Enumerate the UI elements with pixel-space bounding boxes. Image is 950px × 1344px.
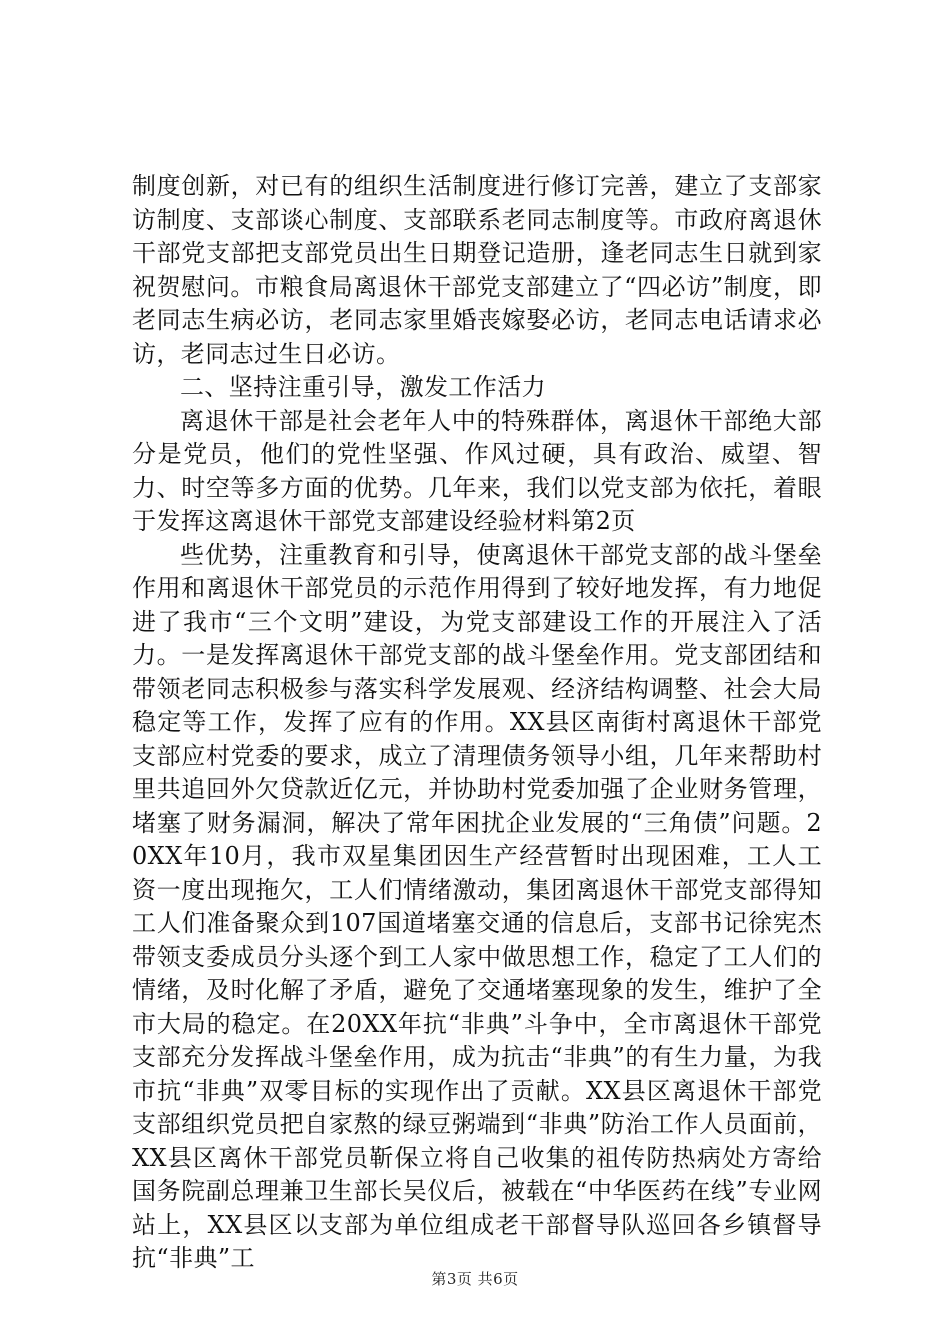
document-body xyxy=(132,170,822,1276)
section-heading: 二、坚持注重引导，激发工作活力 xyxy=(180,373,546,401)
paragraph-continuation: 制度创新，对已有的组织生活制度进行修订完善，建立了支部家访制度、支部谈心制度、支部联系老同志制度等。市政府离退休干部党支部把支部党员出生日期登记造册，逢老同志生日就到家祝贺慰问。市粮食局离退休干部党支部建立了“四必访”制度，即老同志生病必访，老同志家里婚丧嫁娶必访，老同志电话请求必访，老同志过生日必访。 xyxy=(132,172,822,368)
paragraph-intro: 离退休干部是社会老年人中的特殊群体，离退休干部绝大部分是党员，他们的党性坚强、作风过硬，具有政治、威望、智力、时空等多方面的优势。几年来，我们以党支部为依托，着眼于发挥这离退休干部党支部建设经验材料第2页 xyxy=(132,406,822,535)
page-number-footer: 第3页 共6页 xyxy=(431,1270,519,1288)
paragraph-main: 些优势，注重教育和引导，使离退休干部党支部的战斗堡垒作用和离退休干部党员的示范作用得到了较好地发挥，有力地促进了我市“三个文明”建设，为党支部建设工作的开展注入了活力。一是发挥离退休干部党支部的战斗堡垒作用。党支部团结和带领老同志积极参与落实科学发展观、经济结构调整、社会大局稳定等工作，发挥了应有的作用。XX县区南街村离退休干部党支部应村党委的要求，成立了清理债务领导小组，几年来帮助村里共追回外欠贷款近亿元，并协助村党委加强了企业财务管理，堵塞了财务漏洞，解决了常年困扰企业发展的“三角债”问题。20XX年10月，我市双星集团因生产经营暂时出现困难，工人工资一度出现拖欠，工人们情绪激动，集团离退休干部党支部得知工人们准备聚众到107国道堵塞交通的信息后，支部书记徐宪杰带领支委成员分头逐个到工人家中做思想工作，稳定了工人们的情绪，及时化解了矛盾，避免了交通堵塞现象的发生，维护了全市大局的稳定。在20XX年抗“非典”斗争中，全市离退休干部党支部充分发挥战斗堡垒作用，成为抗击“非典”的有生力量，为我市抗“非典”双零目标的实现作出了贡献。XX县区离退休干部党支部组织党员把自家熬的绿豆粥端到“非典”防治工作人员面前，XX县区离休干部党员靳保立将自己收集的祖传防热病处方寄给国务院副总理兼卫生部长吴仪后，被载在“中华医药在线”专业网站上，XX县区以支部为单位组成老干部督导队巡回各乡镇督导抗“非典”工 xyxy=(132,540,822,1272)
